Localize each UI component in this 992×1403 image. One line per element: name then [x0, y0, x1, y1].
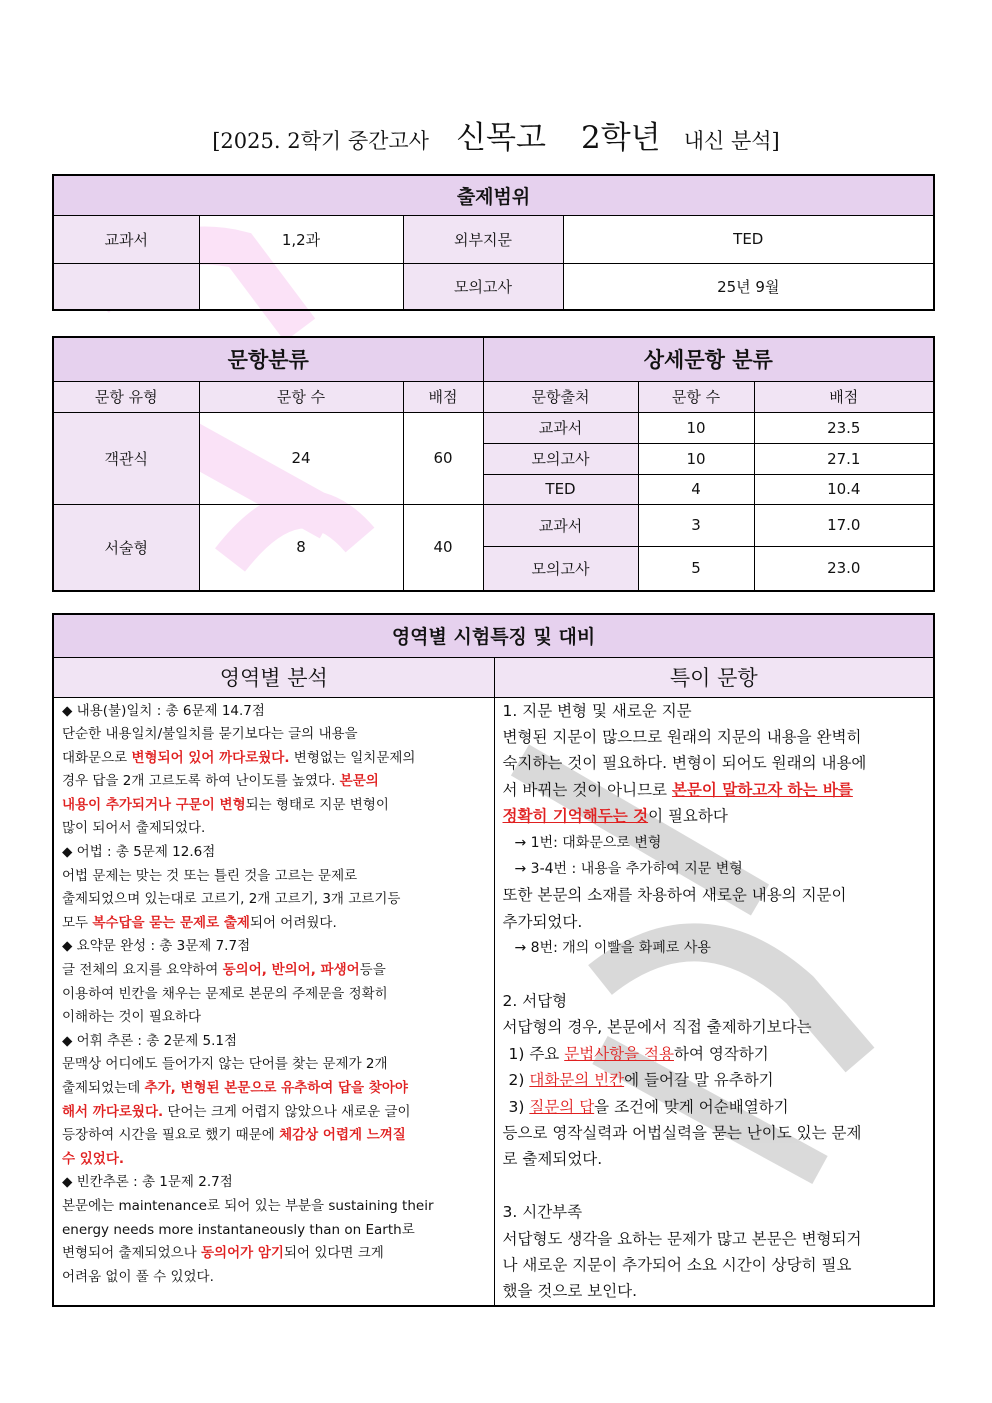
analysis-text: 어법 문제는 맞는 것 또는 틀린 것을 고르는 문제로: [62, 867, 358, 884]
detail-score: 27.1: [754, 443, 934, 474]
analysis-text: 출제되었으며 있는대로 고르기, 2개 고르기, 3개 고르기등: [62, 891, 401, 908]
analysis-content: [53, 697, 494, 1306]
special-text: 로 출제되었다.: [502, 1150, 603, 1169]
special-text: → 3-4번 : 내용을 추가하여 지문 변형: [514, 860, 743, 877]
special-text: 또한 본문의 소재를 차용하여 새로운 내용의 지문이: [502, 886, 847, 905]
detail-count: 5: [638, 546, 754, 591]
analysis-text: 이용하여 빈칸을 채우는 문제로 본문의 주제문을 정확히: [62, 985, 388, 1002]
scope-table: [52, 174, 935, 311]
analysis-text: 수 있었다.: [62, 1150, 124, 1167]
detail-count: 4: [638, 474, 754, 504]
analysis-text: 문맥상 어디에도 들어가지 않는 단어를 찾는 문제가 2개: [62, 1056, 388, 1073]
external-label: 외부지문: [403, 215, 563, 263]
analysis-section-title: ◆ 어법 : 총 5문제 12.6점: [62, 844, 216, 861]
features-table: [52, 613, 935, 1307]
special-header: 특이 문항: [494, 657, 934, 697]
col-source: 문항출처: [483, 381, 638, 412]
external-value: TED: [563, 215, 934, 263]
analysis-text: 어려움 없이 풀 수 있었다.: [62, 1268, 214, 1285]
detail-source: TED: [483, 474, 638, 504]
detail-score: 10.4: [754, 474, 934, 504]
title-grade: 2학년: [581, 120, 661, 156]
special-section-title: 3. 시간부족: [502, 1203, 583, 1222]
analysis-text: 이해하는 것이 필요하다: [62, 1009, 201, 1026]
analysis-section-title: ◆ 빈칸추론 : 총 1문제 2.7점: [62, 1174, 233, 1191]
subjective-label: 서술형: [53, 504, 199, 591]
detail-source: 교과서: [483, 504, 638, 546]
mock-label: 모의고사: [403, 263, 563, 310]
spacer: [503, 962, 928, 988]
special-text: 서답형도 생각을 요하는 문제가 많고 본문은 변형되거: [502, 1229, 862, 1248]
analysis-text: 본문에는 maintenance로 되어 있는 부분을 sustaining their: [62, 1197, 434, 1214]
detail-score: 17.0: [754, 504, 934, 546]
subjective-score: 40: [403, 504, 483, 591]
special-text: 1) 주요 문법사항을 적용하여 영작하기: [508, 1044, 769, 1063]
special-text: → 8번: 개의 이빨을 화폐로 사용: [514, 940, 711, 957]
special-text: 숙지하는 것이 필요하다. 변형이 되어도 원래의 내용에: [502, 754, 867, 773]
objective-label: 객관식: [53, 412, 199, 504]
special-text: 서답형의 경우, 본문에서 직접 출제하기보다는: [502, 1018, 812, 1037]
analysis-text: 글 전체의 요지를 요약하여 동의어, 반의어, 파생어등을: [62, 962, 386, 979]
special-text: → 1번: 대화문으로 변형: [514, 834, 662, 851]
col-count: 문항 수: [199, 381, 403, 412]
analysis-header: 영역별 분석: [53, 657, 494, 697]
special-text: 했을 것으로 보인다.: [502, 1282, 638, 1301]
detail-source: 교과서: [483, 412, 638, 443]
scope-header: 출제범위: [53, 175, 934, 215]
detail-score: 23.5: [754, 412, 934, 443]
subjective-count: 8: [199, 504, 403, 591]
analysis-text: 변형되어 출제되었으나 동의어가 암기되어 있다면 크게: [62, 1245, 384, 1262]
detail-source: 모의고사: [483, 443, 638, 474]
title-suffix: 내신 분석]: [683, 129, 780, 153]
special-text: 나 새로운 지문이 추가되어 소요 시간이 상당히 필요: [502, 1256, 852, 1275]
analysis-text: 내용이 추가되거나 구문이 변형되는 형태로 지문 변형이: [62, 796, 389, 813]
col-score2: 배점: [754, 381, 934, 412]
textbook-value: 1,2과: [199, 215, 403, 263]
title-prefix: [2025. 2학기 중간고사: [212, 129, 429, 153]
features-header: 영역별 시험특징 및 대비: [53, 614, 934, 657]
empty-label-cell: [53, 263, 199, 310]
detail-count: 10: [638, 412, 754, 443]
analysis-text: energy needs more instantaneously than on Earth로: [62, 1221, 415, 1238]
analysis-text: 출제되었는데 추가, 변형된 본문으로 유추하여 답을 찾아야: [62, 1080, 408, 1096]
spacer: [503, 1173, 928, 1199]
analysis-text: 단순한 내용일치/불일치를 묻기보다는 글의 내용을: [62, 726, 358, 743]
objective-count: 24: [199, 412, 403, 504]
page-title: [0, 112, 992, 157]
detail-count: 3: [638, 504, 754, 546]
mock-value: 25년 9월: [563, 263, 934, 310]
textbook-label: 교과서: [53, 215, 199, 263]
analysis-section-title: ◆ 어휘 추론 : 총 2문제 5.1점: [62, 1032, 238, 1049]
analysis-text: 해서 까다로웠다. 단어는 크게 어렵지 않았으나 새로운 글이: [62, 1103, 411, 1120]
special-content: [494, 697, 934, 1306]
special-section-title: 2. 서답형: [502, 991, 568, 1010]
special-text: 등으로 영작실력과 어법실력을 묻는 난이도 있는 문제: [502, 1124, 862, 1142]
special-text: 3) 질문의 답을 조건에 맞게 어순배열하기: [508, 1097, 789, 1116]
special-text: 2) 대화문의 빈칸에 들어갈 말 유추하기: [508, 1071, 774, 1090]
detail-count: 10: [638, 443, 754, 474]
special-section-title: 1. 지문 변형 및 새로운 지문: [502, 701, 692, 720]
detail-score: 23.0: [754, 546, 934, 591]
analysis-text: 대화문으로 변형되어 있어 까다로웠다. 변형없는 일치문제의: [62, 749, 416, 766]
col-count2: 문항 수: [638, 381, 754, 412]
empty-value-cell: [199, 263, 403, 310]
classification-header: 문항분류: [53, 337, 483, 381]
detail-source: 모의고사: [483, 546, 638, 591]
analysis-text: 많이 되어서 출제되었다.: [62, 820, 206, 837]
objective-score: 60: [403, 412, 483, 504]
analysis-section-title: ◆ 요약문 완성 : 총 3문제 7.7점: [62, 938, 251, 955]
col-score: 배점: [403, 381, 483, 412]
analysis-text: 경우 답을 2개 고르도록 하여 난이도를 높였다. 본문의: [62, 773, 379, 790]
special-text: 변형된 지문이 많으므로 원래의 지문의 내용을 완벽히: [502, 727, 862, 746]
analysis-section-title: ◆ 내용(불)일치 : 총 6문제 14.7점: [62, 702, 265, 719]
special-text: 추가되었다.: [502, 912, 583, 931]
detail-header: 상세문항 분류: [483, 337, 934, 381]
analysis-text: 모두 복수답을 묻는 문제로 출제되어 어려웠다.: [62, 914, 337, 931]
special-text: 서 바뀌는 것이 아니므로 본문이 말하고자 하는 바를: [502, 780, 853, 799]
title-school: 신목고: [456, 120, 546, 156]
classification-table: [52, 336, 935, 592]
col-type: 문항 유형: [53, 381, 199, 412]
special-text: 정확히 기억해두는 것이 필요하다: [502, 807, 728, 826]
analysis-text: 등장하여 시간을 필요로 했기 때문에 체감상 어렵게 느껴질: [62, 1127, 406, 1144]
